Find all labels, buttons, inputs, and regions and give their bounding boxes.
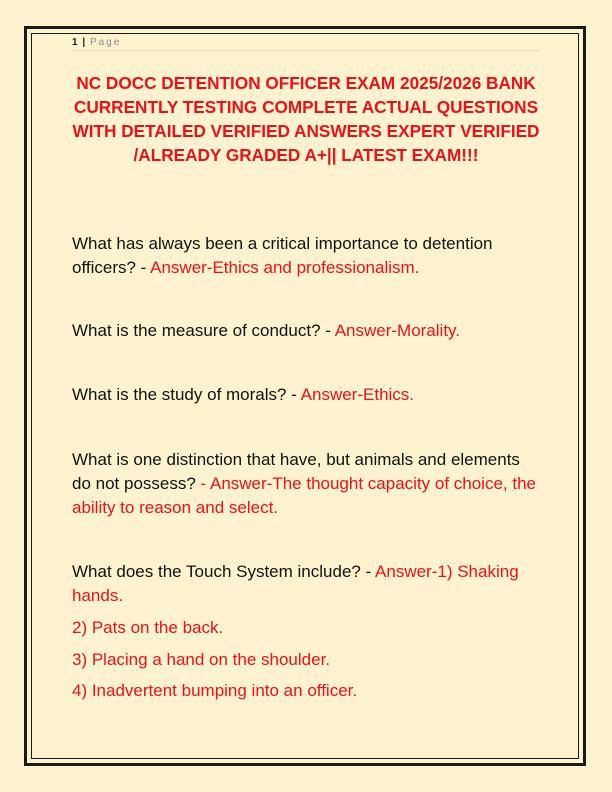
qa-item (72, 319, 540, 343)
header-separator: | (82, 37, 86, 48)
answer-text: Answer-Ethics and professionalism. (150, 258, 420, 277)
qa-item (72, 560, 540, 608)
question-text: What does the Touch System include? - (72, 562, 376, 581)
page-header (72, 37, 540, 51)
list-item: 2) Pats on the back. (72, 618, 224, 637)
list-item: 4) Inadvertent bumping into an officer. (72, 681, 358, 700)
answer-text: - Answer-The thought capacity of choice, the ability to reason and select. (72, 474, 536, 517)
list-item: 3) Placing a hand on the shoulder. (72, 650, 331, 669)
question-text: What has always been a critical importance to detention officers? - (72, 234, 493, 277)
question-text: What is the study of morals? - (72, 385, 301, 404)
answer-text: Answer-Ethics. (300, 385, 415, 404)
qa-item (72, 232, 540, 280)
page-word: Page (89, 37, 122, 48)
qa-item (72, 448, 540, 520)
answer-text: Answer-Morality. (334, 321, 461, 340)
page-number: 1 (72, 37, 78, 48)
qa-item (72, 383, 540, 407)
question-text: What is the measure of conduct? - (72, 321, 335, 340)
question-text: What is one distinction that have, but animals and elements do not possess? (72, 450, 520, 493)
answer-text: Answer-1) Shaking hands. (72, 562, 519, 605)
document-title: NC DOCC DETENTION OFFICER EXAM 2025/2026 BANK CURRENTLY TESTING COMPLETE ACTUAL QUESTIONS WITH DETAILED VERIFIED ANSWERS EXPERT VERIFIED /ALREADY GRADED A+|| LATEST EXAM!!! (72, 73, 540, 165)
